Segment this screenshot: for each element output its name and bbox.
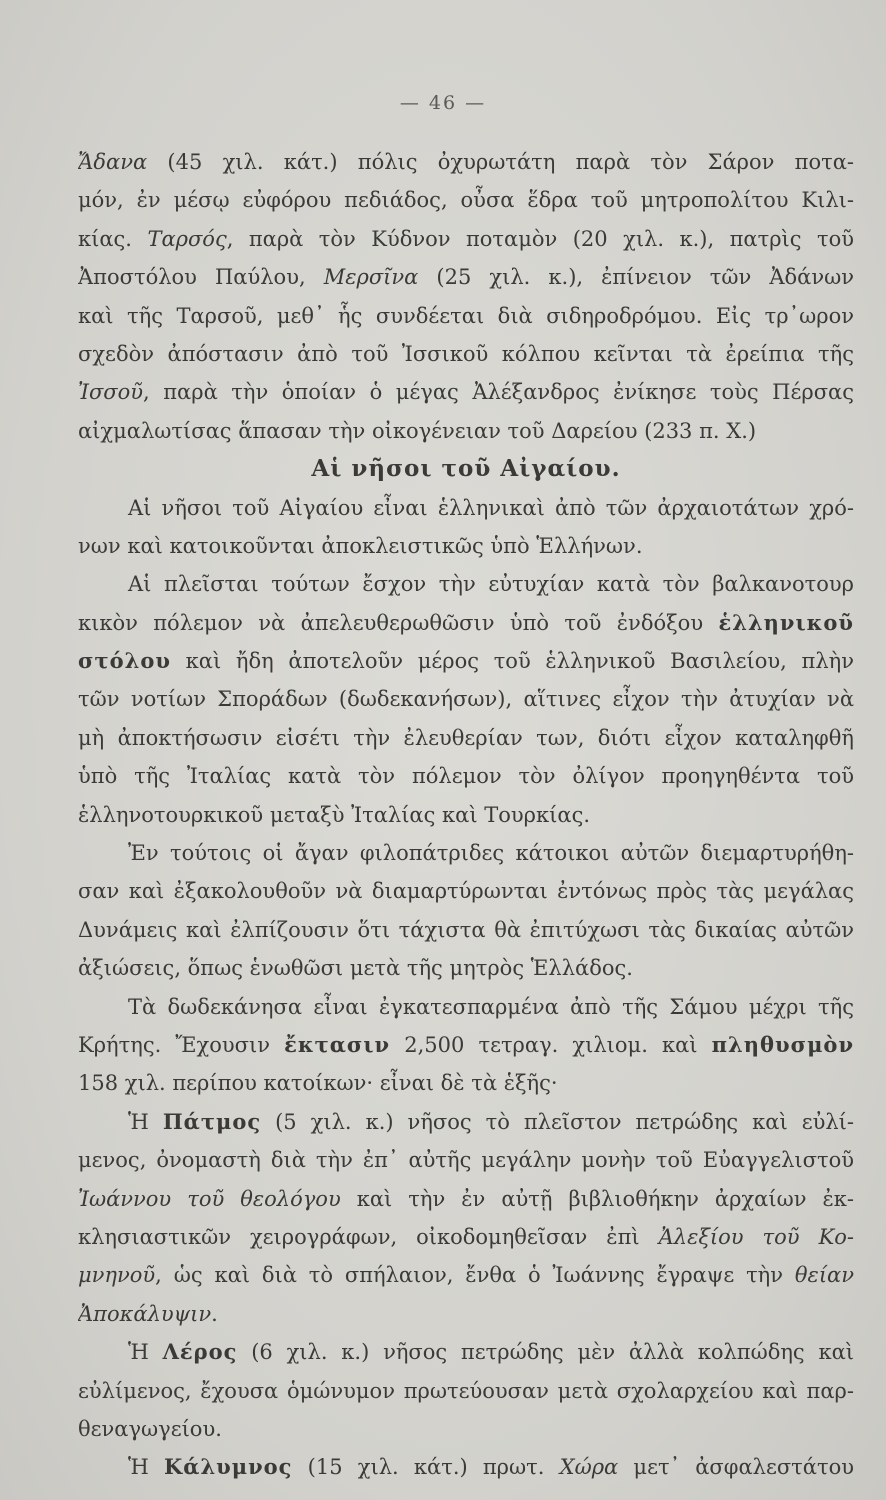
text-line: καὶ τῆς Ταρσοῦ, μεθ᾽ ἧς συνδέεται διὰ σιδηροδρόμου. Εἰς τρ᾽ωρον <box>78 303 854 328</box>
text-line: Ἡ Λέρος (6 χιλ. κ.) νῆσος πετρώδης μὲν ἀλλὰ κολπώδης καὶ <box>128 1339 854 1365</box>
text-line: Αἱ νῆσοι τοῦ Αἰγαίου εἶναι ἑλληνικαὶ ἀπὸ τῶν ἀρχαιοτάτων χρό- <box>128 495 854 520</box>
text-line: μνηνοῦ, ὡς καὶ διὰ τὸ σπήλαιον, ἔνθα ὁ Ἰωάννης ἔγραψε τὴν θείαν <box>78 1263 854 1288</box>
emphasis: Ἀποκάλυψιν <box>78 1301 212 1326</box>
text-line: Αἱ πλεῖσται τούτων ἔσχον τὴν εὐτυχίαν κατὰ τὸν βαλκανοτουρ <box>128 572 854 597</box>
section-heading: Αἱ νῆσοι τοῦ Αἰγαίου. <box>311 455 621 483</box>
text-line: κικὸν πόλεμον νὰ ἀπελευθερωθῶσιν ὑπὸ τοῦ ἐνδόξου ἑλληνικοῦ <box>78 609 854 635</box>
emphasis: θείαν <box>794 1263 854 1288</box>
text-line: Τὰ δωδεκάνησα εἶναι ἐγκατεσπαρμένα ἀπὸ τῆς Σάμου μέχρι τῆς <box>128 994 854 1019</box>
text-line: ὑπὸ τῆς Ἰταλίας κατὰ τὸν πόλεμον τὸν ὀλίγον προηγηθέντα τοῦ <box>78 764 854 789</box>
text-line: αἰχμαλωτίσας ἅπασαν τὴν οἰκογένειαν τοῦ Δαρείου (233 π. Χ.) <box>78 418 757 443</box>
emphasis: Ἀλεξίου τοῦ Κο- <box>658 1224 854 1249</box>
text-line: 158 χιλ. περίπου κατοίκων· εἶναι δὲ τὰ ἑξῆς· <box>78 1071 558 1096</box>
emphasis: μνηνοῦ <box>78 1263 156 1288</box>
text-line: κίας. Ταρσός, παρὰ τὸν Κύδνον ποταμὸν (20 χιλ. κ.), πατρὶς τοῦ <box>78 226 854 251</box>
text-line: Ἡ Πάτμος (5 χιλ. κ.) νῆσος τὸ πλεῖστον πετρώδης καὶ εὐλί- <box>128 1108 854 1134</box>
emphasis: ἑλληνικοῦ <box>718 609 854 635</box>
emphasis: πληθυσμὸν <box>711 1031 854 1057</box>
text-line: τῶν νοτίων Σποράδων (δωδεκανήσων), αἵτινες εἶχον τὴν ἀτυχίαν νὰ <box>78 687 854 712</box>
emphasis: Χώρα <box>559 1455 619 1480</box>
emphasis: Ἰωάννου τοῦ θεολόγου <box>78 1186 341 1211</box>
text-line: Ἰσσοῦ, παρὰ τὴν ὁποίαν ὁ μέγας Ἀλέξανδρος ἐνίκησε τοὺς Πέρσας <box>78 380 854 405</box>
text-line: θεναγωγείου. <box>78 1416 222 1441</box>
island-name: Κάλυμνος <box>164 1454 293 1480</box>
text-line: στόλου καὶ ἤδη ἀποτελοῦν μέρος τοῦ ἑλληνικοῦ Βασιλείου, πλὴν <box>78 648 854 674</box>
text-line: Δυνάμεις καὶ ἐλπίζουσιν ὅτι τάχιστα θὰ ἐπιτύχωσι τὰς δικαίας αὐτῶν <box>78 917 854 942</box>
page-number: — 46 — <box>399 92 487 114</box>
island-name: Λέρος <box>162 1339 238 1365</box>
emphasis: ἔκτασιν <box>284 1031 391 1057</box>
text-line: Ἀποκάλυψιν. <box>78 1301 218 1326</box>
text-line: Ἄδανα (45 χιλ. κάτ.) πόλις ὀχυρωτάτη παρὰ τὸν Σάρον ποτα- <box>78 150 854 174</box>
text-line: νων καὶ κατοικοῦνται ἀποκλειστικῶς ὑπὸ Ἑλλήνων. <box>78 533 643 558</box>
body-text <box>78 143 854 1487</box>
text-line: Ἡ Κάλυμνος (15 χιλ. κάτ.) πρωτ. Χώρα μετ᾽ ἀσφαλεστάτου <box>128 1454 854 1480</box>
text-line: μόν, ἐν μέσῳ εὐφόρου πεδιάδος, οὖσα ἕδρα τοῦ μητροπολίτου Κιλι- <box>78 188 854 213</box>
emphasis: στόλου <box>78 648 171 674</box>
text-line: εὐλίμενος, ἔχουσα ὁμώνυμον πρωτεύουσαν μετὰ σχολαρχείου καὶ παρ- <box>78 1378 854 1403</box>
text-line: Ἐν τούτοις οἱ ἄγαν φιλοπάτριδες κάτοικοι αὐτῶν διεμαρτυρήθη- <box>128 841 854 866</box>
text-line: μενος, ὀνομαστὴ διὰ τὴν ἐπ᾽ αὐτῆς μεγάλην μονὴν τοῦ Εὐαγγελιστοῦ <box>78 1148 854 1173</box>
place-name: Ταρσός <box>147 226 227 251</box>
text-line: ἀξιώσεις, ὅπως ἑνωθῶσι μετὰ τῆς μητρὸς Ἑλλάδος. <box>78 956 633 981</box>
text-line: κλησιαστικῶν χειρογράφων, οἰκοδομηθεῖσαν ἐπὶ Ἀλεξίου τοῦ Κο- <box>78 1224 854 1249</box>
island-name: Πάτμος <box>162 1108 262 1134</box>
text-line: ἑλληνοτουρκικοῦ μεταξὺ Ἰταλίας καὶ Τουρκίας. <box>78 802 591 827</box>
place-name: Ἰσσοῦ <box>78 380 144 405</box>
place-name: Ἄδανα <box>78 150 148 174</box>
text-line: μὴ ἀποκτήσωσιν εἰσέτι τὴν ἐλευθερίαν των, διότι εἶχον καταληφθῆ <box>78 725 854 750</box>
place-name: Μερσῖνα <box>323 265 419 290</box>
text-line: Κρήτης. Ἔχουσιν ἔκτασιν 2,500 τετραγ. χιλιομ. καὶ πληθυσμὸν <box>78 1031 854 1057</box>
text-line: σαν καὶ ἐξακολουθοῦν νὰ διαμαρτύρωνται ἐντόνως πρὸς τὰς μεγάλας <box>78 879 854 904</box>
text-line: Ἰωάννου τοῦ θεολόγου καὶ τὴν ἐν αὐτῇ βιβλιοθήκην ἀρχαίων ἐκ- <box>78 1186 854 1211</box>
text-line: σχεδὸν ἀπόστασιν ἀπὸ τοῦ Ἰσσικοῦ κόλπου κεῖνται τὰ ἐρείπια τῆς <box>78 341 854 366</box>
text-line: Ἀποστόλου Παύλου, Μερσῖνα (25 χιλ. κ.), ἐπίνειον τῶν Ἀδάνων <box>78 265 854 290</box>
